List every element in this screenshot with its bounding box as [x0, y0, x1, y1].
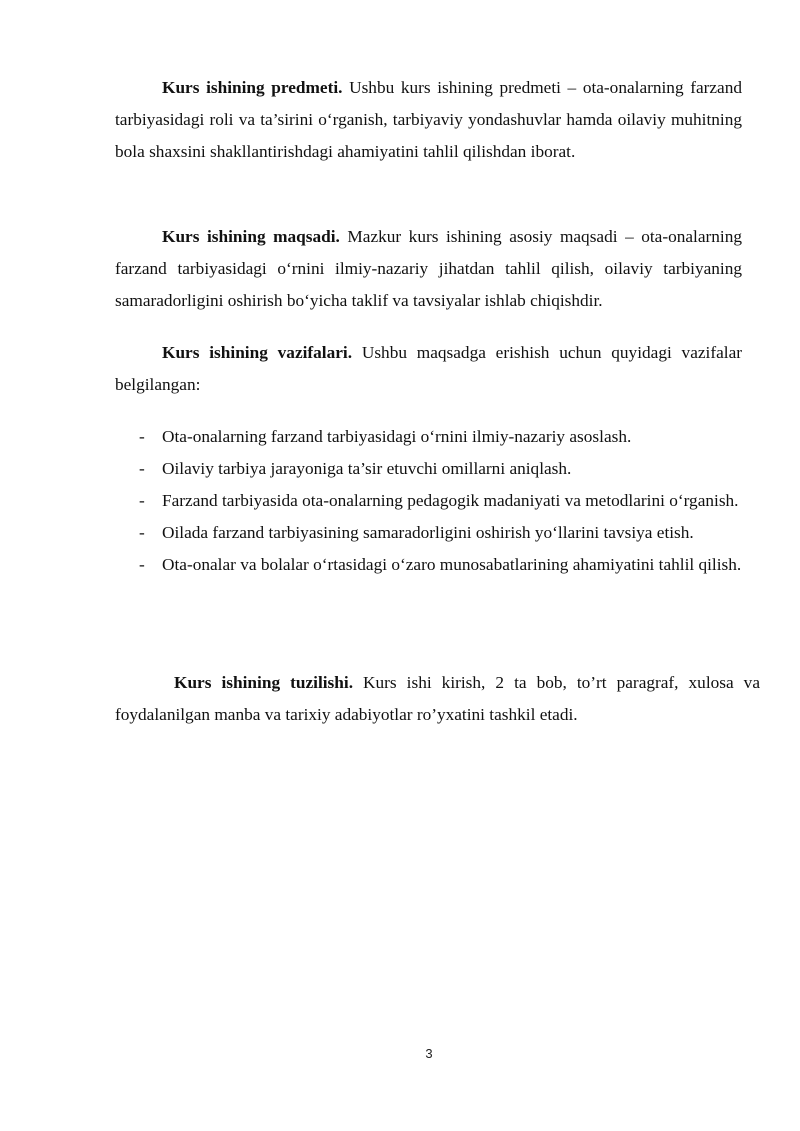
- heading-maqsad: Kurs ishining maqsadi.: [162, 227, 340, 246]
- heading-vazifalar: Kurs ishining vazifalari.: [162, 343, 353, 362]
- list-item: [115, 453, 742, 485]
- text-predmet: Ushbu kurs ishining predmeti – ota-onalarning farzand tarbiyasidagi roli va ta’sirini o‘rganish, tarbiyaviy yondashuvlar hamda oilaviy muhitning bola shaxsini shakllantirishdagi ahamiyatini tahlil qilishdan iborat.: [115, 78, 743, 161]
- heading-tuzilishi: Kurs ishining tuzilishi.: [174, 673, 354, 692]
- paragraph-maqsad: [115, 221, 742, 317]
- paragraph-vazifalar: [115, 337, 742, 401]
- list-item-text: Oilaviy tarbiya jarayoniga ta’sir etuvchi omillarni aniqlash.: [162, 459, 572, 478]
- page-number: 3: [425, 1046, 433, 1061]
- list-item: [115, 421, 742, 453]
- text-maqsad: Mazkur kurs ishining asosiy maqsadi – ota-onalarning farzand tarbiyasidagi o‘rnini ilmiy-nazariy jihatdan tahlil qilish, oilaviy tarbiyaning samaradorligini oshirish bo‘yicha taklif va tavsiyalar ishlab chiqishdir.: [115, 227, 743, 310]
- task-list: [115, 421, 742, 581]
- text-vazifalar: Ushbu maqsadga erishish uchun quyidagi vazifalar belgilangan:: [115, 343, 742, 394]
- list-item-text: Farzand tarbiyasida ota-onalarning pedagogik madaniyati va metodlarini o‘rganish.: [162, 491, 739, 510]
- list-dash: -: [139, 427, 145, 446]
- paragraph-predmet: [115, 72, 742, 168]
- list-item: [115, 485, 742, 517]
- list-item: [115, 517, 742, 549]
- list-dash: -: [139, 523, 145, 542]
- list-dash: -: [139, 459, 145, 478]
- paragraph-tuzilishi: [115, 667, 760, 731]
- list-item-text: Ota-onalar va bolalar o‘rtasidagi o‘zaro munosabatlarining ahamiyatini tahlil qilish.: [162, 555, 742, 574]
- list-dash: -: [139, 555, 145, 574]
- list-item-text: Oilada farzand tarbiyasining samaradorligini oshirish yo‘llarini tavsiya etish.: [162, 523, 694, 542]
- list-item-text: Ota-onalarning farzand tarbiyasidagi o‘rnini ilmiy-nazariy asoslash.: [162, 427, 632, 446]
- text-tuzilishi: Kurs ishi kirish, 2 ta bob, to’rt paragraf, xulosa va foydalanilgan manba va tarixiy adabiyotlar ro’yxatini tashkil etadi.: [115, 673, 760, 724]
- list-item: [115, 549, 742, 581]
- heading-predmet: Kurs ishining predmeti.: [162, 78, 343, 97]
- list-dash: -: [139, 491, 145, 510]
